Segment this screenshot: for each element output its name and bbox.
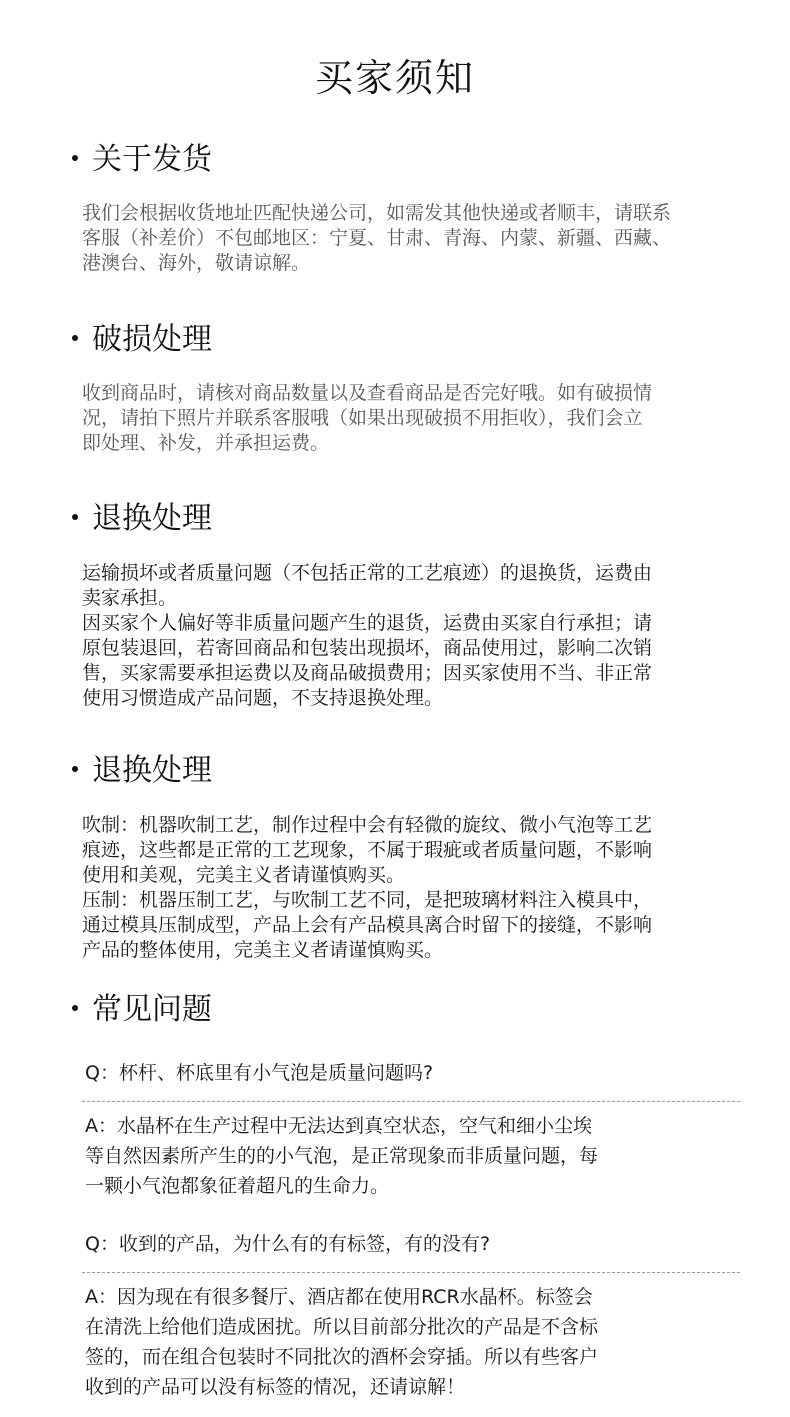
section-body-craft xyxy=(82,813,772,963)
paragraph-line: 压制：机器压制工艺，与吹制工艺不同，是把玻璃材料注入模具中， xyxy=(82,889,653,911)
paragraph-line: 售，买家需要承担运费以及商品破损费用；因买家使用不当、非正常 xyxy=(82,662,653,684)
paragraph-line: 使用习惯造成产品问题，不支持退换处理。 xyxy=(82,687,444,709)
section-heading-damage xyxy=(72,320,212,360)
bullet-icon xyxy=(72,155,78,161)
section-heading-faq xyxy=(72,990,212,1030)
page-title: 买家须知 xyxy=(314,56,475,100)
paragraph-line: 痕迹，这些都是正常的工艺现象，不属于瑕疵或者质量问题，不影响 xyxy=(82,839,653,861)
section-body-returns xyxy=(82,561,772,711)
paragraph-line: 因买家个人偏好等非质量问题产生的退货，运费由买家自行承担；请 xyxy=(82,612,653,634)
faq-answer-2 xyxy=(85,1282,740,1402)
section-body-damage xyxy=(82,381,772,456)
section-heading-text: 关于发货 xyxy=(92,142,212,177)
faq-question-1 xyxy=(85,1058,740,1088)
section-body-shipping xyxy=(82,201,772,276)
section-heading-text: 退换处理 xyxy=(92,501,212,536)
paragraph-line: 港澳台、海外，敬请谅解。 xyxy=(82,252,311,274)
section-heading-text: 退换处理 xyxy=(92,753,212,788)
section-heading-craft xyxy=(72,751,212,791)
faq-divider xyxy=(82,1101,740,1102)
faq-divider xyxy=(82,1272,740,1273)
faq-answer-1 xyxy=(85,1111,740,1201)
paragraph-line: 运输损坏或者质量问题（不包括正常的工艺痕迹）的退换货，运费由 xyxy=(82,562,653,584)
paragraph-line: 产品的整体使用，完美主义者请谨慎购买。 xyxy=(82,939,444,961)
paragraph-line: 卖家承担。 xyxy=(82,587,178,609)
bullet-icon xyxy=(72,1005,78,1011)
paragraph-line: 吹制：机器吹制工艺，制作过程中会有轻微的旋纹、微小气泡等工艺 xyxy=(82,814,653,836)
paragraph-line: 通过模具压制成型，产品上会有产品模具离合时留下的接缝，不影响 xyxy=(82,914,653,936)
paragraph-line: 使用和美观，完美主义者请谨慎购买。 xyxy=(82,864,406,886)
bullet-icon xyxy=(72,766,78,772)
bullet-icon xyxy=(72,514,78,520)
faq-answer-line: 签的，而在组合包装时不同批次的酒杯会穿插。所以有些客户 xyxy=(85,1346,599,1368)
faq-answer-line: A：水晶杯在生产过程中无法达到真空状态，空气和细小尘埃 xyxy=(85,1115,592,1137)
paragraph-line: 即处理、补发，并承担运费。 xyxy=(82,432,330,454)
paragraph-line: 况，请拍下照片并联系客服哦（如果出现破损不用拒收），我们会立 xyxy=(82,407,643,429)
faq-answer-line: A：因为现在有很多餐厅、酒店都在使用RCR水晶杯。标签会 xyxy=(85,1286,593,1308)
bullet-icon xyxy=(72,335,78,341)
faq-question-text: Q：收到的产品，为什么有的有标签，有的没有? xyxy=(85,1233,491,1255)
faq-question-2 xyxy=(85,1229,740,1259)
paragraph-line: 我们会根据收货地址匹配快递公司，如需发其他快递或者顺丰，请联系 xyxy=(82,202,672,224)
section-heading-text: 常见问题 xyxy=(92,992,212,1027)
section-heading-returns xyxy=(72,499,212,539)
paragraph-line: 收到商品时，请核对商品数量以及查看商品是否完好哦。如有破损情 xyxy=(82,382,653,404)
faq-answer-line: 在清洗上给他们造成困扰。所以目前部分批次的产品是不含标 xyxy=(85,1316,599,1338)
faq-answer-line: 收到的产品可以没有标签的情况，还请谅解！ xyxy=(85,1376,466,1398)
faq-question-text: Q：杯杆、杯底里有小气泡是质量问题吗? xyxy=(85,1062,434,1084)
paragraph-line: 原包装退回，若寄回商品和包装出现损坏，商品使用过，影响二次销 xyxy=(82,637,653,659)
section-heading-text: 破损处理 xyxy=(92,322,212,357)
paragraph-line: 客服（补差价）不包邮地区：宁夏、甘肃、青海、内蒙、新疆、西藏、 xyxy=(82,227,672,249)
faq-answer-line: 一颗小气泡都象征着超凡的生命力。 xyxy=(85,1175,390,1197)
section-heading-shipping xyxy=(72,140,212,180)
faq-answer-line: 等自然因素所产生的的小气泡，是正常现象而非质量问题，每 xyxy=(85,1145,599,1167)
